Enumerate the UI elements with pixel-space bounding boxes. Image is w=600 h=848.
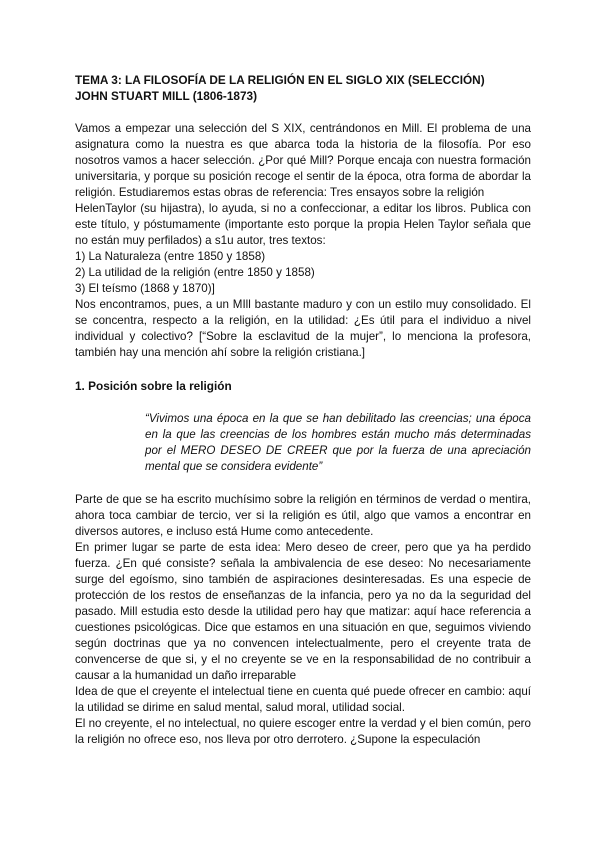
paragraph: Parte de que se ha escrito muchísimo sobre la religión en términos de verdad o mentira, ahora toca cambiar de tercio, ver si la religión es útil, algo que vamos a encontrar en diversos autores, e incluso está Hume como antecedente. xyxy=(75,493,531,538)
list-item: 2) La utilidad de la religión (entre 1850 y 1858) xyxy=(75,266,315,279)
paragraph: En primer lugar se parte de esta idea: Mero deseo de creer, pero que ya ha perdido fuerza. ¿En qué consiste? señala la ambivalencia de ese deseo: No necesariamente surge del egoísmo, sino también de aspiraciones desinteresadas. Es una especie de protección de los restos de enseñanzas de la infancia, pero ya no da la seguridad del pasado. Mill estudia esto desde la utilidad pero hay que matizar: aquí hace referencia a cuestiones psicológicas. Dice que estamos en una situación en que, seguimos viviendo según doctrinas que ya no convencen intelectualmente, pero el creyente trata de convencerse de que si, y el no creyente se ve en la responsabilidad de no contribuir a causar a la humanidad un daño irreparable xyxy=(75,541,531,682)
list-item: 1) La Naturaleza (entre 1850 y 1858) xyxy=(75,250,266,263)
helen-paragraph: HelenTaylor (su hijastra), lo ayuda, si no a confeccionar, a editar los libros. Publica con este título, y póstumamente (importante esto porque la propia Helen Taylor señala que no están muy perfilados) a s1u autor, tres textos: xyxy=(75,202,531,247)
paragraph: El no creyente, el no intelectual, no quiere escoger entre la verdad y el bien común, pero la religión no ofrece eso, nos lleva por otro derrotero. ¿Supone la especulación xyxy=(75,717,531,746)
document-subtitle: JOHN STUART MILL (1806-1873) xyxy=(75,89,258,103)
mature-paragraph: Nos encontramos, pues, a un MIll bastante maduro y con un estilo muy consolidado. El se concentra, respecto a la religión, en la utilidad: ¿Es útil para el individuo a nivel individual y colectivo? [“Sobre la esclavitud de la mujer”, lo menciona la profesora, también hay una mención ahí sobre la religión cristiana.] xyxy=(75,298,531,359)
document-page xyxy=(75,72,531,748)
section-heading: 1. Posición sobre la religión xyxy=(75,379,232,393)
paragraph: Idea de que el creyente el intelectual tiene en cuenta qué puede ofrecer en cambio: aquí la utilidad se dirime en salud mental, salud moral, utilidad social. xyxy=(75,685,531,714)
intro-paragraph: Vamos a empezar una selección del S XIX, centrándonos en Mill. El problema de una asignatura como la nuestra es que abarca toda la historia de la filosofía. Por eso nosotros vamos a hacer selección. ¿Por qué Mill? Porque encaja con nuestra formación universitaria, y porque su posición recoge el sentir de la época, otra forma de abordar la religión. Estudiaremos estas obras de referencia: Tres ensayos sobre la religión xyxy=(75,122,531,199)
list-item: 3) El teísmo (1868 y 1870)] xyxy=(75,282,215,295)
block-quote: “Vivimos una época en la que se han debilitado las creencias; una época en la que las creencias de los hombres están mucho más determinadas por el MERO DESEO DE CREER que por la fuerza de una apreciación mental que se considera evidente” xyxy=(145,412,531,473)
document-title: TEMA 3: LA FILOSOFÍA DE LA RELIGIÓN EN EL SIGLO XIX (SELECCIÓN) xyxy=(75,73,485,87)
